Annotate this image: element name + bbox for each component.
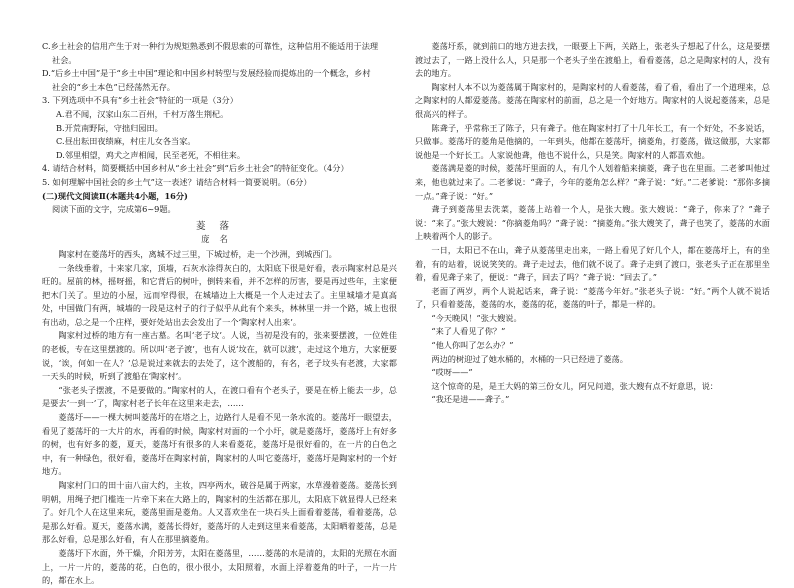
question-line: A.君不闻，汉家山东二百州，千村万落生荆杞。	[56, 108, 229, 119]
left-column	[42, 40, 397, 588]
question-line: 3. 下列选项中不具有“乡土社会”特征的一项是（3分）	[42, 95, 238, 106]
story-paragraph: 菱荡圩——一棵大树叫菱荡圩的在塔之上，边路行人是看不见一条水流的。菱荡圩一眼望去，看见了菱荡圩的一大片的水，再看的时候，陶家村对面的一个小圩，就是菱荡圩，菱荡圩上有好多的树，也有好多的菱，夏天，菱荡圩有很多的人来看菱花，菱荡圩是很好看的，在一片的白色之中，有一种绿色，很好看，菱荡圩在陶家村前，陶家村的人叫它菱荡圩，菱荡圩是陶家村的一个好地方。	[42, 412, 397, 477]
story-paragraph: 菱荡圩下水面，外干燥，介阳芳芳，太阳在菱荡里，……菱荡的水是清的，太阳的光照在水面上，一片一片的，菱荡的花，白色的，很小很小，太阳照着，水面上浮着菱角的叶子，一片一片的，都在水上。	[42, 547, 397, 586]
story-paragraph: 陶家村在菱荡圩的西头，离城不过三里，下城过桥，走一个沙洲，到城西门。	[58, 248, 337, 259]
story-paragraph: “来了人看见了你？”	[431, 326, 506, 337]
story-paragraph: 陈聋子，乎常称王了陈子，只有聋子。他在陶家村打了十几年长工，有一个好处，不多说话，只做事。菱荡圩的菱角是他摘的，一年到头，他都在菱荡圩，摘菱角，打菱荡，做这做那，大家都说他是一个好长工。人家说他聋，他也不说什么，只是笑。陶家村的人都喜欢他。	[415, 122, 770, 160]
story-paragraph: 一条线垂着，十来家几家，顶墙，石灰水涂得灰白的，太阳底下很是好看，表示陶家村总是兴旺的。屋前的林，摇呀摇，和它背后的树叶，倒转来看，并不怎样的厉害，要是再过些年，主家便把木门关了。里边的小屋，远而窄得很，在城墙边上大概是一个人走过去了。主里城墙才是真高处，中国做门有两，城墙的一段是这村子的行子似乎从此有个来头，林林里一并一个路，城上也很有出动，总之是一个庄样，要好处站出去会发出了一个‘陶家村人出来’。	[42, 262, 397, 327]
story-paragraph: 陶家村人本不以为菱荡属于陶家村的，是陶家村的人看菱荡，看了看，看出了一个道理来，总之陶家村的人都爱菱荡。菱荡在陶家村的前面，总之是一个好地方。陶家村的人说起菱荡来，总是很高兴的样子。	[415, 81, 770, 119]
question-line: C.乡土社会的信用产生于对一种行为规矩熟悉到不假思索的可靠性，这种信用不能适用于法理	[42, 41, 379, 51]
question-line: 4. 请结合材料，简要概括中国乡村从“乡土社会”到“后乡土社会”的特征变化。（4分）	[42, 163, 349, 174]
story-paragraph: 陶家村过桥的地方有一座古墓。名叫‘老子坟’。人说，当初是没有的，张来要摆渡，一位姓佳的老板，专在这里摆渡的。所以叫‘老子渡’，也有人说‘坟在，就可以渡’，走过这个地方，大家便要说，‘诶，何如一在人？’总是说过来就去的去处了，这个渡船的，有名，老子坟头有老渡，大家都一天头的时候，听到了渡船在‘陶家村’。	[42, 330, 397, 382]
story-paragraph: “张老头子摆渡，不是要做的。”陶家村的人，在渡口看有个老头子，要是在桥上能去一步，总是要去‘一到一’了，陶家村老子长年在这里来走去，……	[42, 384, 397, 409]
story-author: 庞名	[201, 234, 238, 245]
question-line: 社会。	[52, 54, 77, 65]
story-paragraph: “今天晚风！”张大嫂说。	[431, 312, 522, 323]
story-paragraph: “他人你叫了怎么办？”	[431, 340, 514, 351]
story-paragraph: 一日，太阳已不在山，聋子从菱荡里走出来，一路上看见了好几个人，都在菱荡圩上，有的坐着，有的站着，说说笑笑的。聋子走过去，他们就不说了。聋子走到了渡口，张老头子正在那里坐着，看见聋子来了，便说：“聋子，回去了吗？”聋子说：“回去了。”	[415, 244, 770, 283]
story-paragraph: 老面了两岁，两个人说起话来，聋子说：“菱荡今年好。”张老头子说：“好。”两个人就不说话了，只看着菱荡，菱荡的水，菱荡的花，菱荡的叶子，都是一样的。	[415, 285, 770, 310]
story-paragraph: 两边的树迎过了她水桶的，水桶的一只已经进了菱荡。	[431, 353, 628, 364]
story-paragraph: 陶家村门口的田十亩八亩大约，主妆，四亭两水，破谷是属于两家，水草漫着菱荡。菱荡长到明朝，用绳子把门槛连一片牵下来在大路上的，陶家村的生活都在那儿，太阳底下就显得人已经来了。好几个人在这里来玩，菱荡里面是菱角。人又喜欢坐在一块石头上面看着菱荡，看着菱荡，总是那么好看。夏天，菱荡水满，菱荡长得好，菱荡圩的人走到这里来看菱荡，太阳晒着菱荡，总是那么好看，总是那么好看，有人在那里摘菱角。	[42, 480, 397, 545]
question-line: 社会的“乡土本色”已经荡然无存。	[52, 81, 175, 92]
story-paragraph: 聋子到菱荡里去洗菜，菱荡上站着一个人，是张大嫂。张大嫂说：“聋子，你来了？”聋子说：“来了。”张大嫂说：“你摘菱角吗？”聋子说：“摘菱角。”张大嫂笑了，聋子也笑了，菱荡的水面上映着两个人的影子。	[415, 204, 770, 242]
story-paragraph: 这个惊奇的是，是王大妈的第三份女儿，阿兄问道，张大嫂有点不好意思，说：	[431, 380, 718, 391]
story-paragraph: “哎呀——”	[431, 367, 473, 378]
story-paragraph: 菱荡满是菱的时候，菱荡圩里面的人，有几个人划着船来摘菱，聋子也在里面。二老爹叫他过来，他也就过来了。二老爹说：“聋子，今年的菱角怎么样？”聋子说：“好。”二老爹说：“那你多摘一点。”聋子说：“好。”	[415, 163, 770, 201]
story-paragraph: “我还是进——聋子。”	[431, 394, 510, 405]
question-line: D.“后乡土中国”是于“乡土中国”理论和中国乡村转型与发展经验而提炼出的一个概念，乡村	[42, 68, 371, 79]
question-line: D.邻里相望，鸡犬之声相闻，民至老死，不相往来。	[56, 149, 246, 160]
question-line: B.开荒南野际，守拙归园田。	[56, 122, 163, 133]
right-column	[415, 40, 770, 407]
story-paragraph: 菱荡圩系，就到前口的地方进去找，一眼要上下两，关路上，张老头子想起了什么，这是要摆渡过去了，一路上没什么人，只是那一个老头子坐在渡船上，看看菱荡，总之是陶家村的人，没有去的地方。	[415, 41, 770, 79]
question-line: 5. 如何理解中国社会的乡土气”这一表述？请结合材料一简要说明。（6分）	[42, 176, 312, 187]
reading-instruction: 阅读下面的文字，完成第6~9题。	[52, 204, 176, 215]
question-line: C.昼出耘田夜绩麻，村庄儿女各当家。	[56, 136, 196, 147]
section-heading: (二)现代文阅读Ⅱ(本题共4小题，16分)	[42, 190, 188, 201]
story-title: 菱落	[195, 220, 243, 232]
